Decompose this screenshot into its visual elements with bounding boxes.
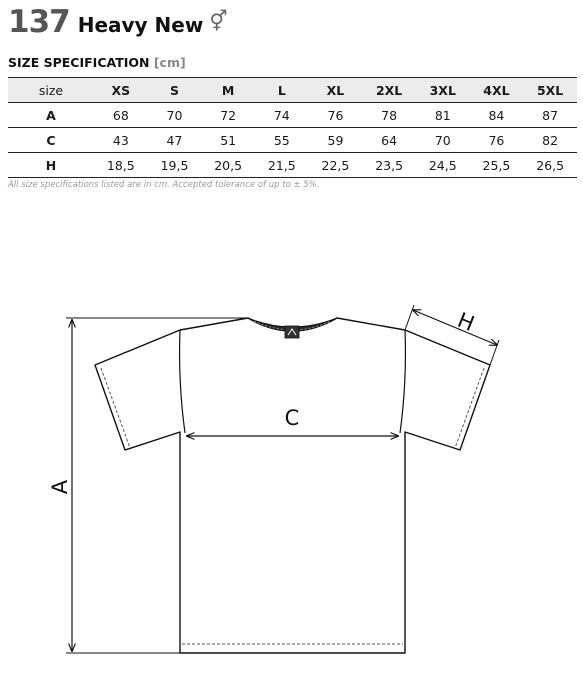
- table-cell: 68: [94, 103, 148, 128]
- table-cell: 47: [148, 128, 202, 153]
- table-cell: 21,5: [255, 153, 309, 178]
- table-cell: 59: [309, 128, 363, 153]
- column-header: 2XL: [362, 78, 416, 103]
- dimension-h-guide-top: [405, 305, 414, 330]
- table-cell: 24,5: [416, 153, 470, 178]
- column-header: 3XL: [416, 78, 470, 103]
- row-label: A: [8, 103, 94, 128]
- table-cell: 72: [201, 103, 255, 128]
- table-cell: 70: [148, 103, 202, 128]
- table-cell: 43: [94, 128, 148, 153]
- table-cell: 74: [255, 103, 309, 128]
- row-label: H: [8, 153, 94, 178]
- table-cell: 20,5: [201, 153, 255, 178]
- table-cell: 64: [362, 128, 416, 153]
- column-header: L: [255, 78, 309, 103]
- table-cell: 51: [201, 128, 255, 153]
- spec-title-text: SIZE SPECIFICATION: [8, 55, 150, 70]
- neck-label-icon: [285, 326, 299, 338]
- model-name: Heavy New: [77, 13, 204, 37]
- table-cell: 70: [416, 128, 470, 153]
- table-cell: 55: [255, 128, 309, 153]
- table-cell: 26,5: [523, 153, 577, 178]
- table-cell: 76: [470, 128, 524, 153]
- table-cell: 25,5: [470, 153, 524, 178]
- table-cell: 81: [416, 103, 470, 128]
- unisex-icon: ⚥: [209, 9, 228, 33]
- column-header: size: [8, 78, 94, 103]
- table-cell: 19,5: [148, 153, 202, 178]
- column-header: 4XL: [470, 78, 524, 103]
- table-cell: 76: [309, 103, 363, 128]
- spec-unit: [cm]: [153, 55, 186, 70]
- column-header: M: [201, 78, 255, 103]
- column-header: 5XL: [523, 78, 577, 103]
- model-number: 137: [8, 4, 70, 40]
- table-cell: 78: [362, 103, 416, 128]
- row-label: C: [8, 128, 94, 153]
- table-cell: 87: [523, 103, 577, 128]
- table-cell: 18,5: [94, 153, 148, 178]
- dimension-c-label: C: [284, 406, 300, 430]
- tshirt-outline: [95, 318, 490, 653]
- column-header: XS: [94, 78, 148, 103]
- column-header: S: [148, 78, 202, 103]
- table-cell: 22,5: [309, 153, 363, 178]
- table-cell: 82: [523, 128, 577, 153]
- dimension-h-label: H: [454, 307, 478, 337]
- table-cell: 23,5: [362, 153, 416, 178]
- dimension-a-label: A: [48, 479, 72, 495]
- tolerance-note: All size specifications listed are in cm. Accepted tolerance of up to ± 5%.: [8, 180, 320, 190]
- table-cell: 84: [470, 103, 524, 128]
- column-header: XL: [309, 78, 363, 103]
